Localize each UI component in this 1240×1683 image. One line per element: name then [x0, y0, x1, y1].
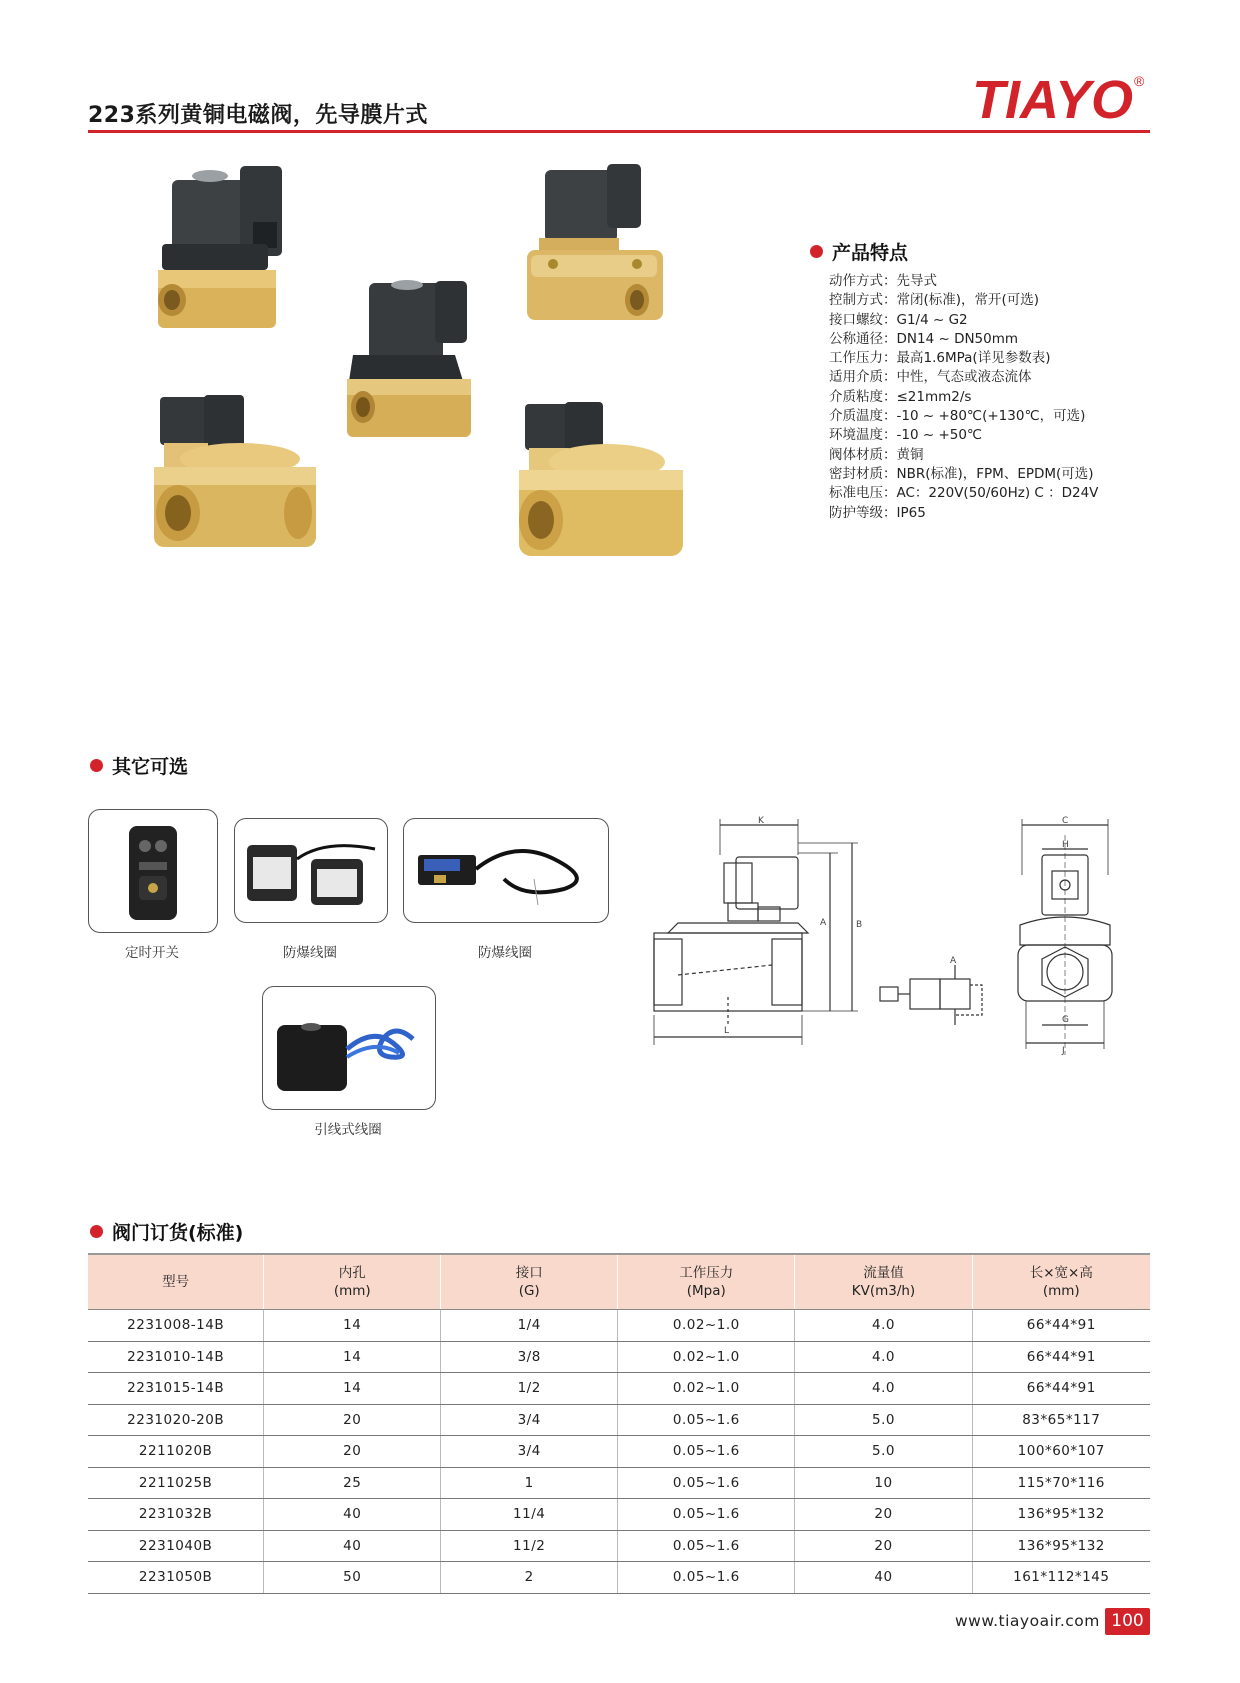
table-cell: 0.05~1.6 [618, 1436, 795, 1468]
table-cell: 66*44*91 [972, 1373, 1150, 1405]
dimension-label-g: G [1062, 1015, 1069, 1025]
option-label: 防爆线圈 [283, 945, 337, 961]
table-cell: 25 [264, 1467, 441, 1499]
table-cell: 0.05~1.6 [618, 1499, 795, 1531]
option-lead-wire-coil-image [262, 986, 436, 1110]
header-rule [88, 130, 1150, 133]
table-cell: 4.0 [795, 1373, 972, 1405]
option-explosion-coil-image-2 [403, 818, 609, 923]
valve-image-4 [150, 395, 320, 555]
column-header: 型号 [88, 1254, 264, 1310]
feature-item: 适用介质：中性，气态或液态流体 [829, 369, 1032, 386]
page-number-badge: 100 [1105, 1608, 1150, 1635]
table-cell: 0.05~1.6 [618, 1467, 795, 1499]
table-row [88, 1310, 1150, 1342]
table-cell: 14 [264, 1373, 441, 1405]
table-cell: 40 [264, 1499, 441, 1531]
table-cell: 136*95*132 [972, 1530, 1150, 1562]
table-cell: 2231008-14B [88, 1310, 264, 1342]
table-cell: 2211020B [88, 1436, 264, 1468]
table-cell: 20 [795, 1530, 972, 1562]
feature-item: 防护等级：IP65 [829, 504, 926, 521]
option-label: 定时开关 [125, 945, 179, 961]
feature-item: 工作压力：最高1.6MPa(详见参数表) [829, 350, 1051, 367]
table-cell: 20 [795, 1499, 972, 1531]
bullet-dot-icon [810, 245, 823, 258]
feature-item: 公称通径：DN14 ~ DN50mm [829, 330, 1019, 347]
dimension-label-k: K [758, 816, 764, 826]
option-label: 防爆线圈 [478, 945, 532, 961]
table-cell: 2231040B [88, 1530, 264, 1562]
feature-item: 介质温度：-10 ~ +80℃(+130℃，可选) [829, 408, 1086, 425]
table-cell: 3/4 [441, 1404, 618, 1436]
table-row [88, 1404, 1150, 1436]
table-cell: 2231010-14B [88, 1341, 264, 1373]
table-cell: 4.0 [795, 1341, 972, 1373]
valve-image-1 [150, 160, 290, 340]
feature-item: 标准电压：AC：220V(50/60Hz) C ：D24V [829, 485, 1099, 502]
table-cell: 20 [264, 1436, 441, 1468]
table-cell: 66*44*91 [972, 1310, 1150, 1342]
table-cell: 0.02~1.0 [618, 1373, 795, 1405]
brand-logo [972, 66, 1152, 130]
registered-mark: ® [1134, 73, 1145, 89]
table-cell: 1/4 [441, 1310, 618, 1342]
feature-item: 介质粘度：≤21mm2/s [829, 388, 972, 405]
options-heading-text: 其它可选 [112, 756, 189, 778]
table-row [88, 1436, 1150, 1468]
valve-image-2 [525, 160, 665, 350]
table-cell: 50 [264, 1562, 441, 1594]
table-cell: 2 [441, 1562, 618, 1594]
bullet-dot-icon [90, 1225, 103, 1238]
dimension-label-j: J [1062, 1046, 1065, 1056]
table-cell: 11/4 [441, 1499, 618, 1531]
order-heading-text: 阀门订货(标准) [112, 1222, 244, 1244]
column-header: 长×宽×高 (mm) [972, 1254, 1150, 1310]
feature-item: 接口螺纹：G1/4 ~ G2 [829, 311, 968, 328]
features-heading [810, 238, 908, 265]
feature-item: 环境温度：-10 ~ +50℃ [829, 427, 983, 444]
footer-url[interactable]: www.tiayoair.com [955, 1612, 1100, 1630]
table-row [88, 1530, 1150, 1562]
table-cell: 14 [264, 1341, 441, 1373]
bullet-dot-icon [90, 759, 103, 772]
dimension-label-a: A [820, 918, 827, 928]
table-cell: 66*44*91 [972, 1341, 1150, 1373]
table-cell: 4.0 [795, 1310, 972, 1342]
column-header: 接口 (G) [441, 1254, 618, 1310]
dimension-label-b: B [856, 920, 863, 930]
table-cell: 2211025B [88, 1467, 264, 1499]
table-cell: 3/8 [441, 1341, 618, 1373]
dimension-label-l: L [724, 1026, 730, 1036]
table-cell: 40 [795, 1562, 972, 1594]
table-cell: 0.02~1.0 [618, 1310, 795, 1342]
features-heading-text: 产品特点 [832, 242, 909, 264]
table-cell: 2231020-20B [88, 1404, 264, 1436]
table-cell: 5.0 [795, 1404, 972, 1436]
column-header: 内孔 (mm) [264, 1254, 441, 1310]
feature-item: 动作方式：先导式 [829, 273, 937, 289]
table-cell: 1/2 [441, 1373, 618, 1405]
option-timer-switch-image [88, 809, 218, 933]
table-cell: 0.05~1.6 [618, 1562, 795, 1594]
table-cell: 14 [264, 1310, 441, 1342]
column-header: 流量值 KV(m3/h) [795, 1254, 972, 1310]
table-cell: 0.05~1.6 [618, 1530, 795, 1562]
features-list [829, 272, 1159, 523]
table-cell: 3/4 [441, 1436, 618, 1468]
table-cell: 1 [441, 1467, 618, 1499]
table-cell: 2231015-14B [88, 1373, 264, 1405]
order-heading [90, 1218, 243, 1245]
table-cell: 100*60*107 [972, 1436, 1150, 1468]
order-table [88, 1253, 1150, 1594]
page-title: 223系列黄铜电磁阀，先导膜片式 [88, 103, 428, 128]
options-heading [90, 752, 188, 779]
table-cell: 136*95*132 [972, 1499, 1150, 1531]
table-cell: 115*70*116 [972, 1467, 1150, 1499]
table-cell: 2231032B [88, 1499, 264, 1531]
dimension-label-h: H [1062, 840, 1069, 850]
feature-item: 密封材质：NBR(标准)，FPM、EPDM(可选) [829, 465, 1094, 482]
table-header-row [88, 1254, 1150, 1310]
table-cell: 10 [795, 1467, 972, 1499]
table-row [88, 1562, 1150, 1594]
table-cell: 11/2 [441, 1530, 618, 1562]
valve-image-5 [515, 400, 685, 560]
table-row [88, 1499, 1150, 1531]
table-cell: 40 [264, 1530, 441, 1562]
table-cell: 0.02~1.0 [618, 1341, 795, 1373]
brand-name: TIAYO [972, 70, 1133, 126]
table-cell: 2231050B [88, 1562, 264, 1594]
feature-item: 阀体材质：黄铜 [829, 446, 924, 463]
table-cell: 5.0 [795, 1436, 972, 1468]
table-row [88, 1341, 1150, 1373]
table-cell: 83*65*117 [972, 1404, 1150, 1436]
symbol-label-a: A [950, 956, 957, 966]
dimension-label-c: C [1062, 816, 1069, 826]
valve-image-3 [345, 275, 485, 445]
dimension-diagram [648, 815, 1148, 1064]
option-label: 引线式线圈 [314, 1122, 382, 1138]
feature-item: 控制方式：常闭(标准)，常开(可选) [829, 292, 1040, 309]
table-cell: 161*112*145 [972, 1562, 1150, 1594]
option-explosion-coil-image-1 [234, 818, 388, 923]
table-cell: 0.05~1.6 [618, 1404, 795, 1436]
column-header: 工作压力 (Mpa) [618, 1254, 795, 1310]
table-row [88, 1467, 1150, 1499]
table-row [88, 1373, 1150, 1405]
table-cell: 20 [264, 1404, 441, 1436]
